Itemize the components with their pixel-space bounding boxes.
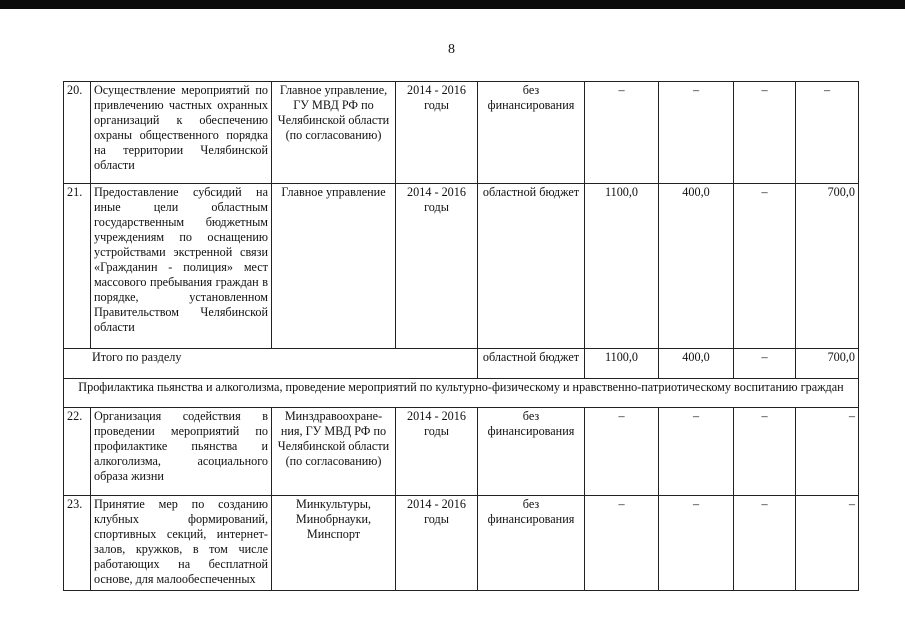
executor: Главное управление [272, 184, 396, 349]
total-amount: – [585, 82, 659, 184]
funding-source: областной бюджет [478, 184, 585, 349]
amount-2015: – [734, 82, 796, 184]
funding-source: без финансирования [478, 82, 585, 184]
total-amount: – [585, 496, 659, 591]
funding-source: без финансирования [478, 496, 585, 591]
page-number: 8 [448, 42, 455, 57]
executor: Главное управление, ГУ МВД РФ по Челябинской области (по согласованию) [272, 82, 396, 184]
total-amount: 1100,0 [585, 349, 659, 379]
row-number: 20. [64, 82, 91, 184]
period: 2014 - 2016 годы [396, 82, 478, 184]
program-table [63, 81, 859, 591]
subtotal-row [64, 349, 859, 379]
measure-text: Принятие мер по созданию клубных формирований, спортивных секций, интернет-залов, кружков, в том числе работающих на бесплатной основе, для малообеспеченных [91, 496, 272, 591]
total-amount: 1100,0 [585, 184, 659, 349]
amount-2015: – [734, 184, 796, 349]
amount-2014: 400,0 [659, 184, 734, 349]
section-header-row [64, 379, 859, 408]
executor: Минкультуры, Минобрнауки, Минспорт [272, 496, 396, 591]
period: 2014 - 2016 годы [396, 496, 478, 591]
table-row [64, 408, 859, 496]
row-number: 23. [64, 496, 91, 591]
period: 2014 - 2016 годы [396, 408, 478, 496]
top-scan-border [0, 0, 905, 9]
amount-2014: – [659, 82, 734, 184]
amount-2016: – [796, 408, 859, 496]
amount-2015: – [734, 349, 796, 379]
subtotal-label: Итого по разделу [64, 349, 478, 379]
amount-2016: – [796, 82, 859, 184]
amount-2014: 400,0 [659, 349, 734, 379]
table-row [64, 82, 859, 184]
section-title: Профилактика пьянства и алкоголизма, проведение мероприятий по культурно-физическому и нравственно-патриотическому воспитанию граждан [64, 379, 859, 408]
amount-2016: 700,0 [796, 184, 859, 349]
amount-2016: – [796, 496, 859, 591]
executor: Минздравоохране- ния, ГУ МВД РФ по Челябинской области (по согласованию) [272, 408, 396, 496]
funding-source: без финансирования [478, 408, 585, 496]
measure-text: Осуществление мероприятий по привлечению частных охранных организаций к обеспечению охраны общественного порядка на территории Челябинской области [91, 82, 272, 184]
amount-2015: – [734, 496, 796, 591]
amount-2016: 700,0 [796, 349, 859, 379]
amount-2014: – [659, 408, 734, 496]
amount-2015: – [734, 408, 796, 496]
row-number: 21. [64, 184, 91, 349]
row-number: 22. [64, 408, 91, 496]
table-row [64, 496, 859, 591]
period: 2014 - 2016 годы [396, 184, 478, 349]
measure-text: Организация содействия в проведении мероприятий по профилактике пьянства и алкоголизма, асоциального образа жизни [91, 408, 272, 496]
amount-2014: – [659, 496, 734, 591]
measure-text: Предоставление субсидий на иные цели областным государственным бюджетным учреждениям по оснащению устройствами экстренной связи «Гражданин - полиция» мест массового пребывания граждан в порядке, установленном Правительством Челябинской области [91, 184, 272, 349]
funding-source: областной бюджет [478, 349, 585, 379]
table-row [64, 184, 859, 349]
total-amount: – [585, 408, 659, 496]
